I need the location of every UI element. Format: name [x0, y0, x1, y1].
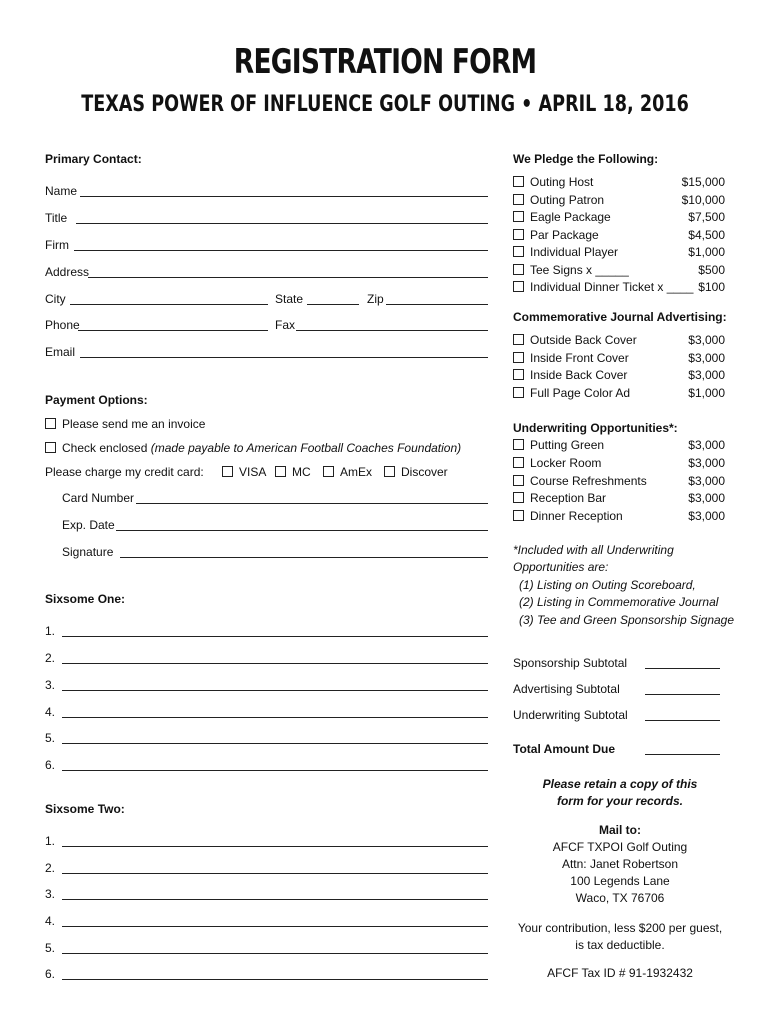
- tax-deductible-line: is tax deductible.: [575, 938, 665, 952]
- sixsome-two-slot-label: 3.: [45, 887, 56, 901]
- underwriting-checkbox[interactable]: [513, 439, 524, 450]
- underwriting-checkbox[interactable]: [513, 510, 524, 521]
- signature-field[interactable]: [120, 557, 488, 558]
- state-field[interactable]: [307, 304, 359, 305]
- sixsome-two-player-1-field[interactable]: [62, 846, 488, 847]
- mail-to-heading: Mail to:: [599, 823, 641, 837]
- discover-label: Discover: [401, 465, 448, 479]
- pledge-checkbox[interactable]: [513, 281, 524, 292]
- city-label: City: [45, 292, 66, 306]
- invoice-label: Please send me an invoice: [62, 417, 206, 431]
- sixsome-one-player-4-field[interactable]: [62, 717, 488, 718]
- journal-item[interactable]: [513, 333, 637, 347]
- city-field[interactable]: [70, 304, 268, 305]
- underwriting-item-amount: $3,000: [688, 456, 725, 470]
- pledge-checkbox[interactable]: [513, 229, 524, 240]
- check-option[interactable]: [45, 441, 461, 455]
- sixsome-one-heading: Sixsome One:: [45, 592, 126, 606]
- underwriting-note-line: (3) Tee and Green Sponsorship Signage: [519, 613, 735, 627]
- signature-label: Signature: [62, 545, 114, 559]
- journal-item-label: Inside Back Cover: [530, 368, 628, 382]
- pledge-checkbox[interactable]: [513, 246, 524, 257]
- underwriting-item-label: Locker Room: [530, 456, 602, 470]
- visa-option[interactable]: [222, 465, 266, 479]
- zip-label: Zip: [367, 292, 384, 306]
- journal-item-label: Full Page Color Ad: [530, 386, 631, 400]
- underwriting-item-label: Dinner Reception: [530, 509, 623, 523]
- pledge-item-amount: $500: [698, 263, 725, 277]
- underwriting-item-label: Putting Green: [530, 438, 605, 452]
- pledge-item-label: Outing Host: [530, 175, 594, 189]
- journal-item-amount: $1,000: [688, 386, 725, 400]
- mail-address-line: Attn: Janet Robertson: [561, 857, 679, 871]
- address-label: Address: [45, 265, 90, 279]
- underwriting-item-amount: $3,000: [688, 474, 725, 488]
- sponsorship-subtotal-field[interactable]: [645, 668, 720, 669]
- sixsome-one-slot-label: 4.: [45, 705, 56, 719]
- mc-label: MC: [292, 465, 311, 479]
- underwriting-subtotal-label: Underwriting Subtotal: [513, 708, 628, 722]
- mail-address-line: 100 Legends Lane: [570, 874, 670, 888]
- advertising-subtotal-field[interactable]: [645, 694, 720, 695]
- total-amount-due-label: Total Amount Due: [513, 742, 615, 756]
- pledge-item-label: Individual Dinner Ticket x ____: [530, 280, 694, 294]
- sixsome-one-player-2-field[interactable]: [62, 663, 488, 664]
- journal-item[interactable]: [513, 368, 627, 382]
- zip-field[interactable]: [386, 304, 488, 305]
- pledge-item[interactable]: [513, 245, 618, 259]
- name-field[interactable]: [80, 196, 488, 197]
- title-field[interactable]: [76, 223, 488, 224]
- underwriting-item[interactable]: [513, 474, 647, 488]
- fax-field[interactable]: [296, 330, 488, 331]
- journal-item-amount: $3,000: [688, 351, 725, 365]
- underwriting-item[interactable]: [513, 456, 601, 470]
- discover-option[interactable]: [384, 465, 448, 479]
- sixsome-one-slot-label: 3.: [45, 678, 56, 692]
- journal-checkbox[interactable]: [513, 334, 524, 345]
- sixsome-one-player-5-field[interactable]: [62, 743, 488, 744]
- underwriting-item-label: Course Refreshments: [530, 474, 647, 488]
- sixsome-two-slot-label: 4.: [45, 914, 56, 928]
- amex-option[interactable]: [323, 465, 372, 479]
- sixsome-one-slot-label: 2.: [45, 651, 56, 665]
- journal-item[interactable]: [513, 351, 629, 365]
- underwriting-item-amount: $3,000: [688, 438, 725, 452]
- underwriting-item[interactable]: [513, 438, 604, 452]
- sixsome-one-player-6-field[interactable]: [62, 770, 488, 771]
- journal-item-amount: $3,000: [688, 333, 725, 347]
- sixsome-one-slot-label: 6.: [45, 758, 56, 772]
- firm-label: Firm: [45, 238, 69, 252]
- pledge-item-label: Tee Signs x _____: [530, 263, 629, 277]
- pledge-item-amount: $7,500: [688, 210, 725, 224]
- sixsome-two-slot-label: 2.: [45, 861, 56, 875]
- pledge-checkbox[interactable]: [513, 264, 524, 275]
- pledge-item-amount: $15,000: [681, 175, 725, 189]
- journal-item-amount: $3,000: [688, 368, 725, 382]
- amex-checkbox[interactable]: [323, 466, 334, 477]
- email-field[interactable]: [80, 357, 488, 358]
- underwriting-item-amount: $3,000: [688, 509, 725, 523]
- pledge-item-label: Eagle Package: [530, 210, 611, 224]
- pledge-item-amount: $10,000: [681, 193, 725, 207]
- pledge-item[interactable]: [513, 193, 604, 207]
- pledge-item-amount: $100: [698, 280, 725, 294]
- amex-label: AmEx: [340, 465, 373, 479]
- tax-deductible-line: Your contribution, less $200 per guest,: [517, 921, 723, 935]
- check-payable-note: (made payable to American Football Coaches Foundation): [150, 441, 462, 455]
- firm-field[interactable]: [74, 250, 488, 251]
- primary-contact-heading: Primary Contact:: [45, 152, 142, 166]
- sixsome-one-slot-label: 1.: [45, 624, 56, 638]
- fax-label: Fax: [275, 318, 296, 332]
- sixsome-two-player-2-field[interactable]: [62, 873, 488, 874]
- sixsome-two-slot-label: 5.: [45, 941, 56, 955]
- title-label: Title: [45, 211, 68, 225]
- sixsome-two-player-3-field[interactable]: [62, 899, 488, 900]
- sixsome-two-heading: Sixsome Two:: [45, 802, 125, 816]
- underwriting-note-line: (2) Listing in Commemorative Journal: [519, 595, 719, 609]
- pledge-item-amount: $1,000: [688, 245, 725, 259]
- pledge-item[interactable]: [513, 210, 611, 224]
- underwriting-item[interactable]: [513, 509, 623, 523]
- card-number-field[interactable]: [136, 503, 488, 504]
- mc-option[interactable]: [275, 465, 311, 479]
- sixsome-two-player-4-field[interactable]: [62, 926, 488, 927]
- check-checkbox[interactable]: [45, 442, 56, 453]
- total-amount-due-field[interactable]: [645, 754, 720, 755]
- retain-copy-line: form for your records.: [556, 794, 684, 808]
- charge-card-label: Please charge my credit card:: [45, 465, 204, 479]
- retain-copy-line: Please retain a copy of this: [542, 777, 698, 791]
- journal-item-label: Inside Front Cover: [530, 351, 629, 365]
- underwriting-item[interactable]: [513, 491, 606, 505]
- mail-address-line: Waco, TX 76706: [575, 891, 665, 905]
- name-label: Name: [45, 184, 78, 198]
- check-label: Check enclosed: [62, 441, 148, 455]
- mc-checkbox[interactable]: [275, 466, 286, 477]
- pledge-item[interactable]: [513, 263, 629, 277]
- form-title: REGISTRATION FORM: [233, 42, 537, 82]
- sixsome-two-slot-label: 1.: [45, 834, 56, 848]
- sixsome-one-slot-label: 5.: [45, 731, 56, 745]
- sixsome-two-slot-label: 6.: [45, 967, 56, 981]
- pledge-item-label: Individual Player: [530, 245, 619, 259]
- pledge-checkbox[interactable]: [513, 194, 524, 205]
- underwriting-note-line: Opportunities are:: [513, 560, 609, 574]
- underwriting-item-amount: $3,000: [688, 491, 725, 505]
- email-label: Email: [45, 345, 76, 359]
- state-label: State: [275, 292, 304, 306]
- exp-date-field[interactable]: [116, 530, 488, 531]
- pledge-item-label: Outing Patron: [530, 193, 605, 207]
- discover-checkbox[interactable]: [384, 466, 395, 477]
- pledge-checkbox[interactable]: [513, 211, 524, 222]
- underwriting-item-label: Reception Bar: [530, 491, 607, 505]
- invoice-checkbox[interactable]: [45, 418, 56, 429]
- pledge-item-amount: $4,500: [688, 228, 725, 242]
- sixsome-one-player-1-field[interactable]: [62, 636, 488, 637]
- payment-options-heading: Payment Options:: [45, 393, 148, 407]
- visa-label: VISA: [239, 465, 267, 479]
- invoice-option[interactable]: [45, 417, 205, 431]
- sixsome-one-player-3-field[interactable]: [62, 690, 488, 691]
- journal-item-label: Outside Back Cover: [530, 333, 637, 347]
- pledge-item-label: Par Package: [530, 228, 599, 242]
- visa-checkbox[interactable]: [222, 466, 233, 477]
- journal-checkbox[interactable]: [513, 369, 524, 380]
- pledge-checkbox[interactable]: [513, 176, 524, 187]
- pledge-heading: We Pledge the Following:: [513, 152, 659, 166]
- journal-checkbox[interactable]: [513, 352, 524, 363]
- pledge-item[interactable]: [513, 175, 593, 189]
- underwriting-checkbox[interactable]: [513, 475, 524, 486]
- pledge-item[interactable]: [513, 228, 599, 242]
- sponsorship-subtotal-label: Sponsorship Subtotal: [513, 656, 628, 670]
- address-field[interactable]: [88, 277, 488, 278]
- sixsome-two-player-6-field[interactable]: [62, 979, 488, 980]
- advertising-subtotal-label: Advertising Subtotal: [513, 682, 620, 696]
- card-number-label: Card Number: [62, 491, 135, 505]
- tax-id: AFCF Tax ID # 91-1932432: [547, 966, 693, 980]
- underwriting-note-line: *Included with all Underwriting: [513, 543, 674, 557]
- phone-field[interactable]: [78, 330, 268, 331]
- exp-date-label: Exp. Date: [62, 518, 115, 532]
- underwriting-checkbox[interactable]: [513, 492, 524, 503]
- sixsome-two-player-5-field[interactable]: [62, 953, 488, 954]
- phone-label: Phone: [45, 318, 80, 332]
- underwriting-heading: Underwriting Opportunities*:: [513, 421, 678, 435]
- journal-advertising-heading: Commemorative Journal Advertising:: [513, 310, 727, 324]
- underwriting-checkbox[interactable]: [513, 457, 524, 468]
- journal-checkbox[interactable]: [513, 387, 524, 398]
- underwriting-subtotal-field[interactable]: [645, 720, 720, 721]
- underwriting-note-line: (1) Listing on Outing Scoreboard,: [519, 578, 696, 592]
- journal-item[interactable]: [513, 386, 630, 400]
- mail-address-line: AFCF TXPOI Golf Outing: [552, 840, 688, 854]
- event-subtitle: TEXAS POWER OF INFLUENCE GOLF OUTING • APRIL 18, 2016: [81, 92, 689, 117]
